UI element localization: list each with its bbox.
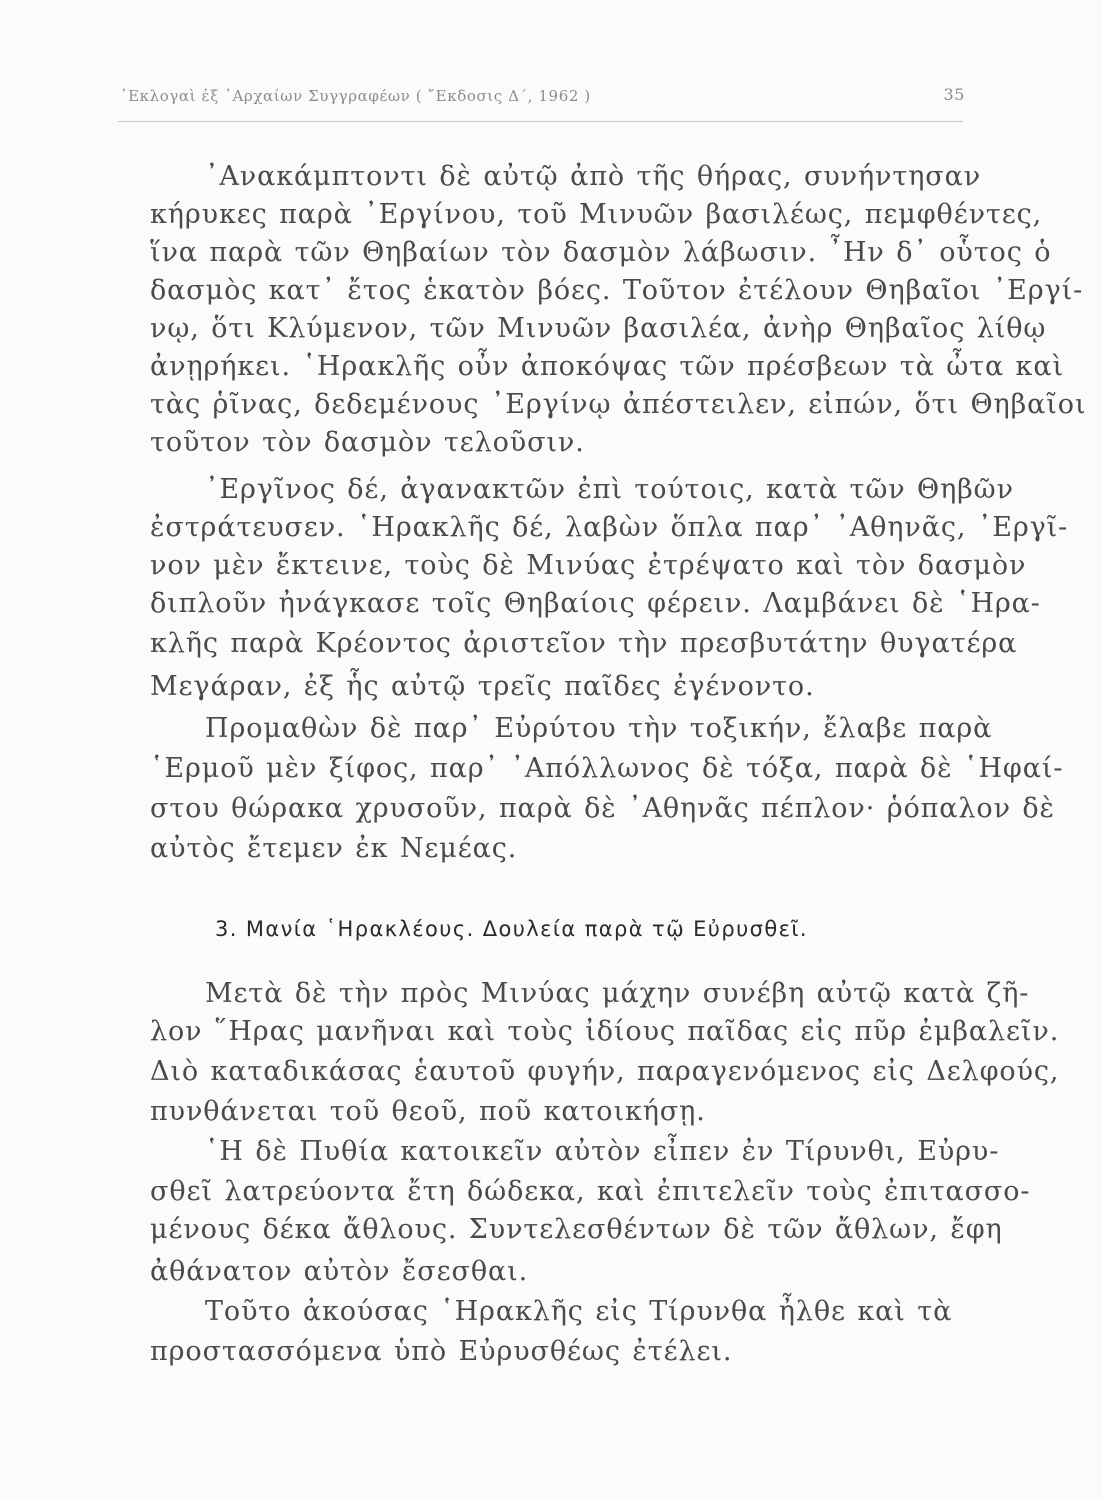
paragraph-6-line-1: Τοῦτο ἀκούσας ῾Ηρακλῆς εἰς Τίρυνθα ἦλθε καὶ τὰ	[205, 1296, 953, 1327]
paragraph-4-line-3: Διὸ καταδικάσας ἑαυτοῦ φυγήν, παραγενόμενος εἰς Δελφούς,	[150, 1056, 1060, 1087]
paragraph-6-line-2: προστασσόμενα ὑπὸ Εὐρυσθέως ἐτέλει.	[150, 1336, 733, 1367]
paragraph-2-line-2: ἐστράτευσεν. ῾Ηρακλῆς δέ, λαβὼν ὅπλα παρ᾿ ᾿Αθηνᾶς, ᾿Εργῖ-	[150, 512, 1069, 543]
paragraph-2-line-3: νον μὲν ἔκτεινε, τοὺς δὲ Μινύας ἐτρέψατο καὶ τὸν δασμὸν	[150, 550, 1027, 581]
paragraph-3-line-2: ῾Ερμοῦ μὲν ξίφος, παρ᾿ ᾿Απόλλωνος δὲ τόξα, παρὰ δὲ ῾Ηφαί-	[150, 753, 1064, 784]
paragraph-2-line-6: Μεγάραν, ἐξ ἧς αὐτῷ τρεῖς παῖδες ἐγένοντο.	[150, 671, 815, 702]
paragraph-2-line-4: διπλοῦν ἠνάγκασε τοῖς Θηβαίοις φέρειν. Λαμβάνει δὲ ῾Ηρα-	[150, 588, 1041, 619]
paragraph-5-line-2: σθεῖ λατρεύοντα ἔτη δώδεκα, καὶ ἐπιτελεῖν τοὺς ἐπιτασσο-	[150, 1176, 1031, 1207]
paragraph-1-line-8: τοῦτον τὸν δασμὸν τελοῦσιν.	[150, 427, 585, 458]
paragraph-2-line-5: κλῆς παρὰ Κρέοντος ἀριστεῖον τὴν πρεσβυτάτην θυγατέρα	[150, 628, 1018, 659]
paragraph-2-line-1: ᾿Εργῖνος δέ, ἀγανακτῶν ἐπὶ τούτοις, κατὰ τῶν Θηβῶν	[205, 474, 1014, 505]
paragraph-1-line-5: νῳ, ὅτι Κλύμενον, τῶν Μινυῶν βασιλέα, ἀνὴρ Θηβαῖος λίθῳ	[150, 313, 1047, 344]
running-header-title: ᾿Εκλογαὶ ἐξ ᾿Αρχαίων Συγγραφέων ( ῎Εκδοσις Δ΄, 1962 )	[120, 87, 591, 105]
paragraph-3-line-4: αὐτὸς ἔτεμεν ἐκ Νεμέας.	[150, 833, 518, 864]
paragraph-1-line-2: κήρυκες παρὰ ᾿Εργίνου, τοῦ Μινυῶν βασιλέως, πεμφθέντες,	[150, 199, 1043, 230]
paragraph-5-line-4: ἀθάνατον αὐτὸν ἔσεσθαι.	[150, 1256, 529, 1287]
paragraph-1-line-3: ἵνα παρὰ τῶν Θηβαίων τὸν δασμὸν λάβωσιν. ῏Ην δ᾿ οὗτος ὁ	[150, 237, 1052, 268]
paragraph-1-line-4: δασμὸς κατ᾿ ἔτος ἑκατὸν βόες. Τοῦτον ἐτέλουν Θηβαῖοι ᾿Εργί-	[150, 275, 1084, 306]
paragraph-4-line-4: πυνθάνεται τοῦ θεοῦ, ποῦ κατοικήσῃ.	[150, 1096, 706, 1127]
paragraph-1-line-1: ᾿Ανακάμπτοντι δὲ αὐτῷ ἀπὸ τῆς θήρας, συνήντησαν	[205, 161, 982, 192]
section-heading: 3. Μανία ῾Ηρακλέους. Δουλεία παρὰ τῷ Εὐρυσθεῖ.	[215, 917, 808, 941]
paragraph-5-line-3: μένους δέκα ἄθλους. Συντελεσθέντων δὲ τῶν ἄθλων, ἔφη	[150, 1214, 1003, 1245]
paragraph-4-line-1: Μετὰ δὲ τὴν πρὸς Μινύας μάχην συνέβη αὐτῷ κατὰ ζῆ-	[205, 978, 1030, 1009]
paragraph-5-line-1: ῾Η δὲ Πυθία κατοικεῖν αὐτὸν εἶπεν ἐν Τίρυνθι, Εὐρυ-	[205, 1136, 1000, 1167]
paragraph-3-line-3: στου θώρακα χρυσοῦν, παρὰ δὲ ᾿Αθηνᾶς πέπλον· ῥόπαλον δὲ	[150, 793, 1055, 824]
paragraph-3-line-1: Προμαθὼν δὲ παρ᾿ Εὐρύτου τὴν τοξικήν, ἔλαβε παρὰ	[205, 713, 993, 744]
paragraph-4-line-2: λον ῞Ηρας μανῆναι καὶ τοὺς ἰδίους παῖδας εἰς πῦρ ἐμβαλεῖν.	[150, 1016, 1060, 1047]
header-rule	[118, 121, 963, 122]
page-number: 35	[943, 85, 965, 104]
paragraph-1-line-7: τὰς ῥῖνας, δεδεμένους ᾿Εργίνῳ ἀπέστειλεν, εἰπών, ὅτι Θηβαῖοι	[150, 389, 1087, 420]
running-header	[120, 85, 965, 115]
paragraph-1-line-6: ἀνῃρήκει. ῾Ηρακλῆς οὖν ἀποκόψας τῶν πρέσβεων τὰ ὦτα καὶ	[150, 351, 1064, 382]
